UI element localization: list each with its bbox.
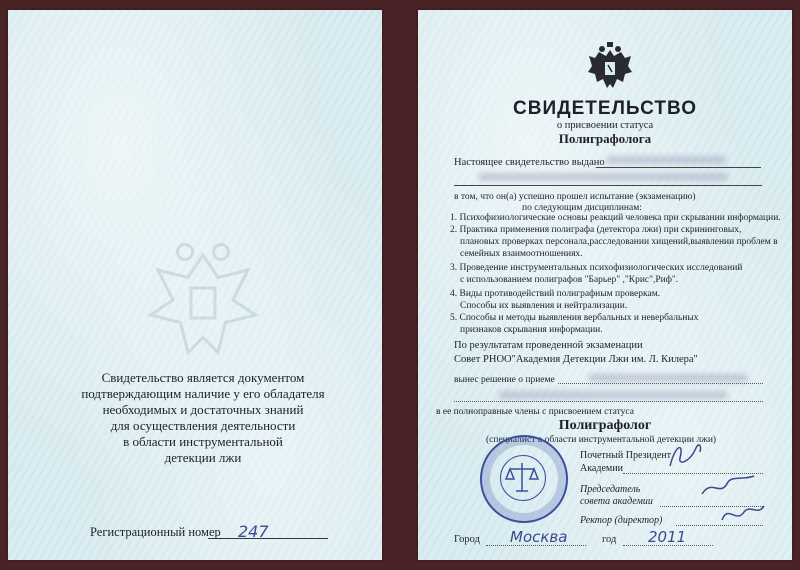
discipline-line: 1. Психофизиологические основы реакций человека при скрывании информации. bbox=[450, 213, 781, 223]
double-headed-eagle-icon bbox=[585, 42, 635, 94]
city-label: Город bbox=[454, 534, 480, 545]
decision-line-2 bbox=[454, 401, 763, 402]
seal-stamp-icon bbox=[480, 435, 568, 523]
purpose-line: необходимых и достаточных знаний bbox=[102, 402, 304, 417]
issued-to-label: Настоящее свидетельство выдано bbox=[454, 157, 605, 168]
year-value: 2011 bbox=[648, 528, 687, 546]
rector-label: Ректор (директор) bbox=[580, 515, 663, 526]
document-status-subtitle: Полиграфолога bbox=[558, 131, 652, 146]
document-subtitle: о присвоении статуса bbox=[556, 120, 654, 131]
honorary-label-2: Академии bbox=[580, 463, 623, 474]
redacted-name-2 bbox=[478, 173, 728, 181]
purpose-line: в области инструментальной bbox=[123, 434, 283, 449]
purpose-line: Свидетельство является документом bbox=[101, 370, 305, 385]
chair-label: Председатель bbox=[580, 484, 641, 495]
status-word: Полиграфолог bbox=[558, 418, 652, 433]
honorary-label: Почетный Президент bbox=[580, 450, 672, 461]
exam-line: по следующим дисциплинам: bbox=[522, 203, 642, 213]
scales-of-justice-icon bbox=[500, 455, 544, 499]
redacted-decision bbox=[588, 374, 748, 382]
registration-label: Регистрационный номер bbox=[90, 525, 221, 539]
right-page bbox=[418, 10, 792, 560]
discipline-line: с использованием полиграфов "Барьер" ,"Крис",Риф". bbox=[460, 275, 679, 285]
members-line: в ее полноправные члены с присвоением статуса bbox=[436, 407, 634, 417]
honorary-signature-icon bbox=[666, 438, 706, 472]
issued-to-line-2 bbox=[454, 185, 762, 186]
watermark-emblem-icon bbox=[128, 225, 278, 375]
issued-to-line bbox=[596, 167, 761, 168]
left-page bbox=[8, 10, 382, 560]
results-line: По результатам проведенной экзаменации bbox=[454, 340, 643, 351]
discipline-line: 2. Практика применения полиграфа (детектора лжи) при скрининговых, bbox=[450, 225, 742, 235]
redacted-name bbox=[606, 156, 726, 164]
purpose-line: для осуществления деятельности bbox=[110, 418, 296, 433]
discipline-line: 4. Виды противодействий полиграфным проверкам. bbox=[450, 289, 661, 299]
decision-line bbox=[558, 383, 763, 384]
status-note: (специалист в области инструментальной детекции лжи) bbox=[486, 435, 717, 445]
discipline-line: признаков скрывания информации. bbox=[460, 325, 603, 335]
exam-line: в том, что он(а) успешно прошел испытание (экзаменацию) bbox=[454, 192, 696, 202]
redacted-decision-2 bbox=[498, 391, 728, 399]
council-line: Совет РНОО"Академия Детекции Лжи им. Л. Килера" bbox=[454, 354, 698, 365]
discipline-line: 5. Способы и методы выявления вербальных и невербальных bbox=[450, 313, 699, 323]
rector-signature-icon bbox=[718, 500, 768, 528]
discipline-line: плановых проверках персонала,расследовании хищений,выявлении проблем в bbox=[460, 237, 778, 247]
year-label: год bbox=[602, 534, 617, 545]
chair-label-2: совета академии bbox=[580, 496, 653, 507]
chair-signature-icon bbox=[698, 472, 758, 502]
document-title: СВИДЕТЕЛЬСТВО bbox=[513, 98, 697, 119]
purpose-line: детекции лжи bbox=[164, 450, 242, 465]
registration-number: 247 bbox=[238, 522, 269, 541]
city-value: Москва bbox=[510, 528, 568, 546]
purpose-line: подтверждающим наличие у его обладателя bbox=[81, 386, 325, 401]
purpose-text bbox=[68, 370, 338, 466]
discipline-line: Способы их выявления и нейтрализации. bbox=[460, 301, 628, 311]
decision-label: вынес решение о приеме bbox=[454, 375, 555, 385]
discipline-line: семейных взаимоотношениях. bbox=[460, 249, 583, 259]
discipline-line: 3. Проведение инструментальных психофизиологических исследований bbox=[450, 263, 743, 273]
